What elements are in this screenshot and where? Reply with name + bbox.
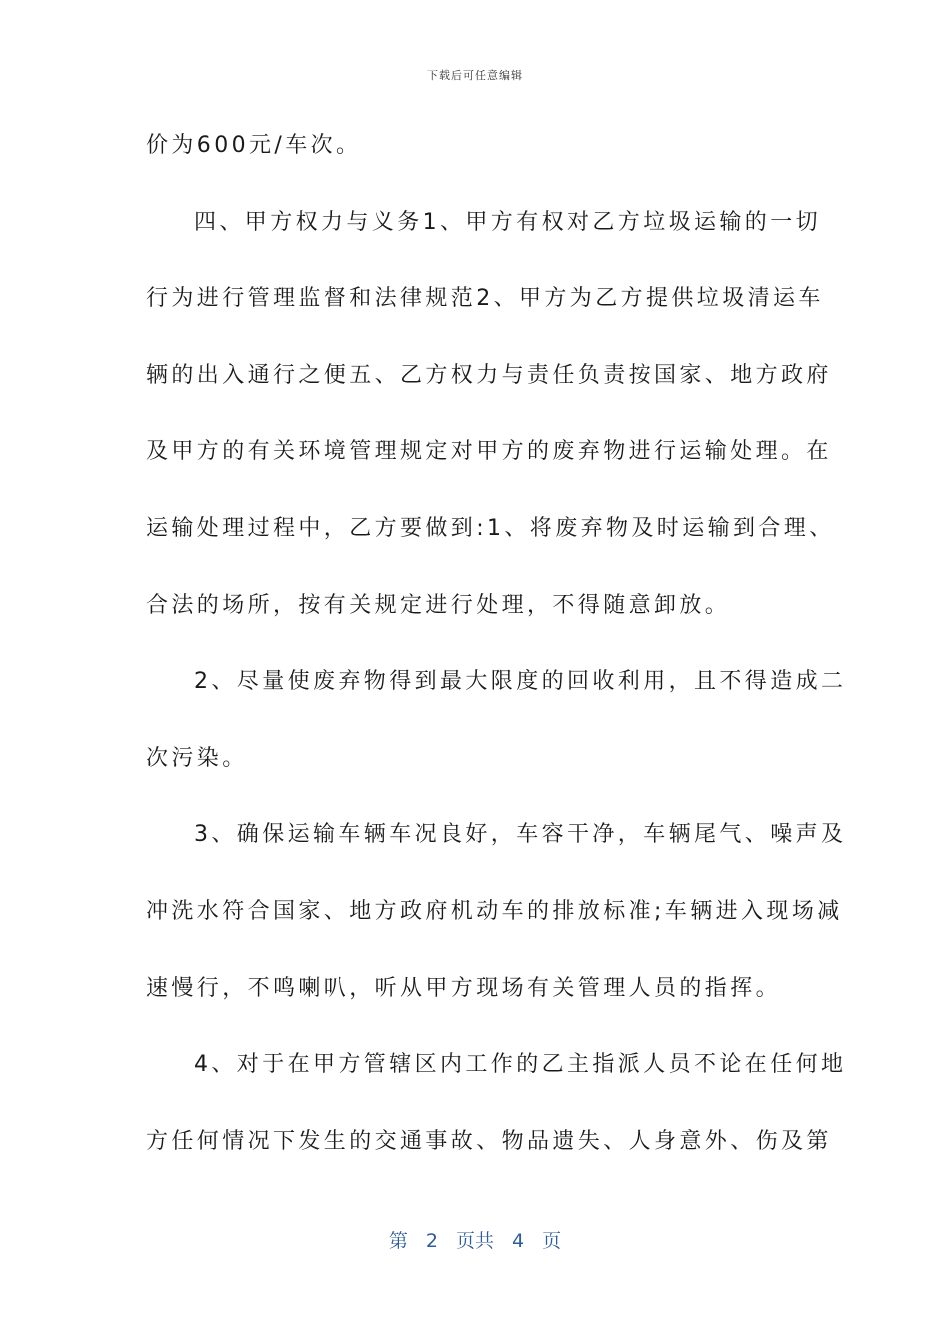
text-line: 行为进行管理监督和法律规范2、甲方为乙方提供垃圾清运车 bbox=[146, 286, 824, 312]
text-line: 方任何情况下发生的交通事故、物品遗失、人身意外、伤及第 bbox=[146, 1128, 832, 1154]
text-line: 合法的场所，按有关规定进行处理，不得随意卸放。 bbox=[146, 592, 731, 618]
current-page-number: 2 bbox=[425, 1230, 438, 1252]
text-line: 辆的出入通行之便五、乙方权力与责任负责按国家、地方政府 bbox=[146, 362, 832, 388]
text-line: 3、确保运输车辆车况良好，车容干净，车辆尾气、噪声及 bbox=[194, 822, 847, 848]
text-line: 4、对于在甲方管辖区内工作的乙主指派人员不论在任何地 bbox=[194, 1052, 847, 1078]
text-line: 2、尽量使废弃物得到最大限度的回收利用，且不得造成二 bbox=[194, 669, 847, 695]
text-line: 速慢行，不鸣喇叭，听从甲方现场有关管理人员的指挥。 bbox=[146, 975, 782, 1001]
page-label-prefix: 第 bbox=[388, 1230, 408, 1252]
page-footer bbox=[0, 1226, 950, 1253]
page-label-mid: 页共 bbox=[455, 1230, 494, 1252]
page-label-suffix: 页 bbox=[542, 1230, 562, 1252]
text-line: 次污染。 bbox=[146, 745, 248, 771]
text-line: 冲洗水符合国家、地方政府机动车的排放标准;车辆进入现场减 bbox=[146, 898, 843, 924]
document-body bbox=[146, 124, 847, 1196]
text-line: 四、甲方权力与义务1、甲方有权对乙方垃圾运输的一切 bbox=[194, 209, 821, 235]
text-line: 及甲方的有关环境管理规定对甲方的废弃物进行运输处理。在 bbox=[146, 439, 832, 465]
header-note: 下载后可任意编辑 bbox=[427, 69, 523, 82]
text-line: 价为600元/车次。 bbox=[146, 133, 362, 158]
text-line: 运输处理过程中，乙方要做到:1、将废弃物及时运输到合理、 bbox=[146, 515, 835, 541]
total-pages-number: 4 bbox=[512, 1230, 525, 1252]
